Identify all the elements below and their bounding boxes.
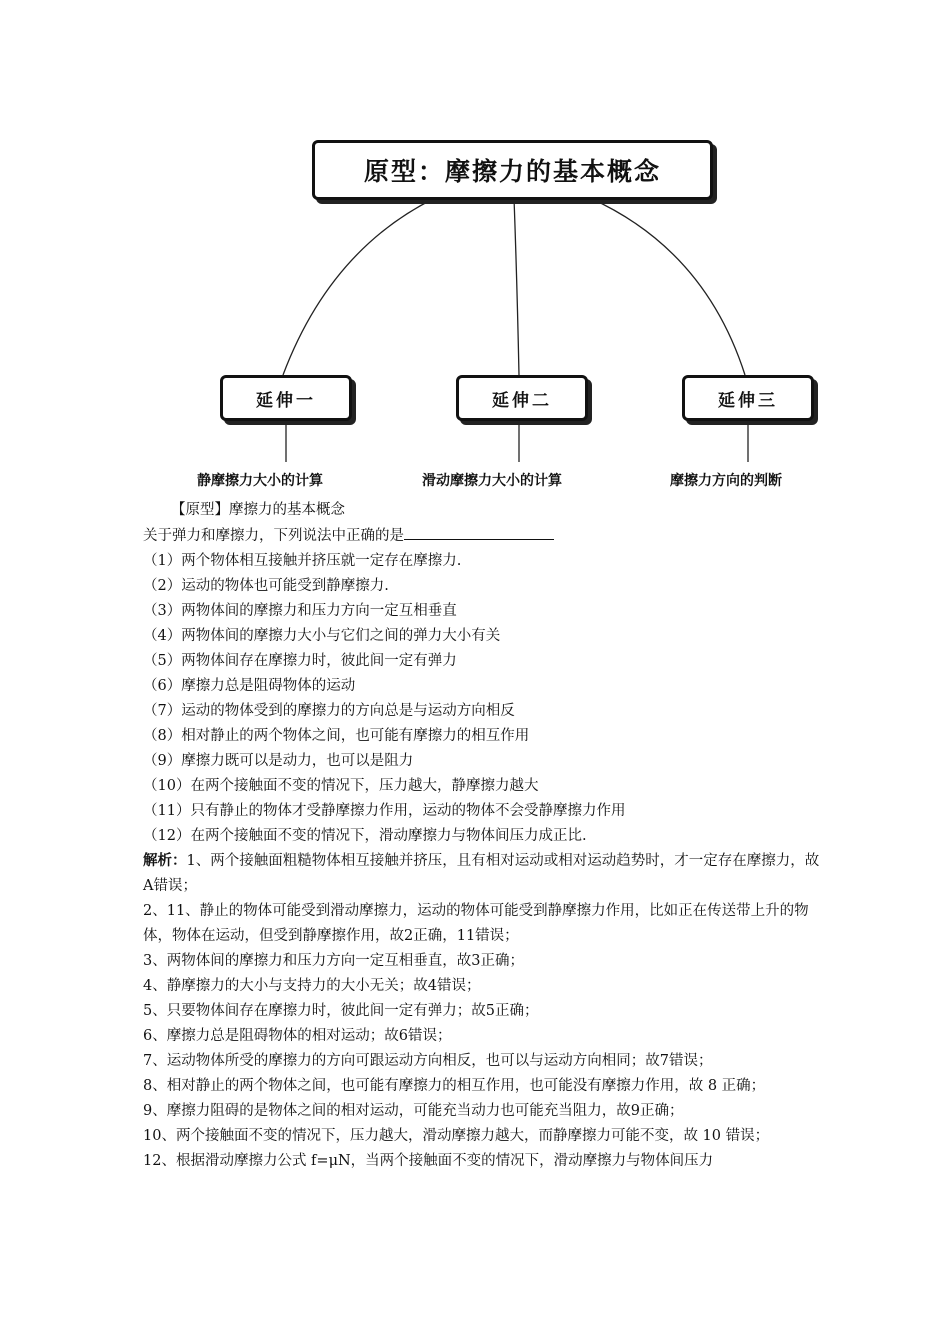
branch-node-3: 延伸三 bbox=[682, 375, 814, 421]
option-8: （8）相对静止的两个物体之间，也可能有摩擦力的相互作用 bbox=[143, 728, 530, 744]
connector-middle bbox=[514, 198, 519, 375]
leaf-label-2: 滑动摩擦力大小的计算 bbox=[422, 473, 562, 489]
branch-node-2: 延伸二 bbox=[456, 375, 588, 421]
option-12: （12）在两个接触面不变的情况下，滑动摩擦力与物体间压力成正比. bbox=[143, 828, 587, 844]
analysis-12: 12、根据滑动摩擦力公式 f=μN，当两个接触面不变的情况下，滑动摩擦力与物体间压力 bbox=[143, 1153, 714, 1169]
analysis-3: 3、两物体间的摩擦力和压力方向一定互相垂直，故3正确； bbox=[143, 953, 524, 969]
option-6: （6）摩擦力总是阻碍物体的运动 bbox=[143, 678, 356, 694]
analysis-9: 9、摩擦力阻碍的是物体之间的相对运动，可能充当动力也可能充当阻力，故9正确； bbox=[143, 1103, 684, 1119]
root-node: 原型：摩擦力的基本概念 bbox=[312, 140, 713, 200]
option-3: （3）两物体间的摩擦力和压力方向一定互相垂直 bbox=[143, 603, 457, 619]
option-9: （9）摩擦力既可以是动力，也可以是阻力 bbox=[143, 753, 414, 769]
analysis-label: 解析： bbox=[143, 853, 187, 869]
option-5: （5）两物体间存在摩擦力时，彼此间一定有弹力 bbox=[143, 653, 457, 669]
analysis-1-text: 1、两个接触面粗糙物体相互接触并挤压，且有相对运动或相对运动趋势时，才一定存在摩擦力，故A错误； bbox=[143, 853, 820, 894]
connector-left bbox=[283, 198, 435, 375]
option-11: （11）只有静止的物体才受静摩擦力作用，运动的物体不会受静摩擦力作用 bbox=[143, 803, 626, 819]
connector-lines bbox=[0, 0, 950, 500]
concept-diagram bbox=[0, 0, 950, 500]
section-heading: 【原型】摩擦力的基本概念 bbox=[171, 502, 345, 518]
leaf-label-1: 静摩擦力大小的计算 bbox=[197, 473, 323, 489]
answer-blank bbox=[404, 523, 554, 540]
document-body bbox=[143, 498, 823, 1174]
option-4: （4）两物体间的摩擦力大小与它们之间的弹力大小有关 bbox=[143, 628, 501, 644]
question-text: 关于弹力和摩擦力，下列说法中正确的是 bbox=[143, 528, 404, 544]
analysis-7: 7、运动物体所受的摩擦力的方向可跟运动方向相反，也可以与运动方向相同；故7错误； bbox=[143, 1053, 713, 1069]
analysis-5: 5、只要物体间存在摩擦力时，彼此间一定有弹力；故5正确； bbox=[143, 1003, 539, 1019]
option-7: （7）运动的物体受到的摩擦力的方向总是与运动方向相反 bbox=[143, 703, 515, 719]
analysis-2: 2、11、静止的物体可能受到滑动摩擦力，运动的物体可能受到静摩擦力作用，比如正在传送带上升的物体，物体在运动，但受到静摩擦作用，故2正确，11错误； bbox=[143, 903, 809, 944]
analysis-4: 4、静摩擦力的大小与支持力的大小无关；故4错误； bbox=[143, 978, 481, 994]
analysis-8: 8、相对静止的两个物体之间，也可能有摩擦力的相互作用，也可能没有摩擦力作用，故 8 正确； bbox=[143, 1078, 766, 1094]
leaf-label-3: 摩擦力方向的判断 bbox=[670, 473, 782, 489]
option-1: （1）两个物体相互接触并挤压就一定存在摩擦力. bbox=[143, 553, 462, 569]
option-2: （2）运动的物体也可能受到静摩擦力. bbox=[143, 578, 389, 594]
connector-right bbox=[590, 198, 745, 375]
analysis-10: 10、两个接触面不变的情况下，压力越大，滑动摩擦力越大，而静摩擦力可能不变，故 10 错误； bbox=[143, 1128, 770, 1144]
question-line bbox=[143, 523, 823, 549]
analysis-6: 6、摩擦力总是阻碍物体的相对运动；故6错误； bbox=[143, 1028, 452, 1044]
analysis-1 bbox=[143, 849, 823, 899]
branch-node-1: 延伸一 bbox=[220, 375, 352, 421]
option-10: （10）在两个接触面不变的情况下，压力越大，静摩擦力越大 bbox=[143, 778, 539, 794]
